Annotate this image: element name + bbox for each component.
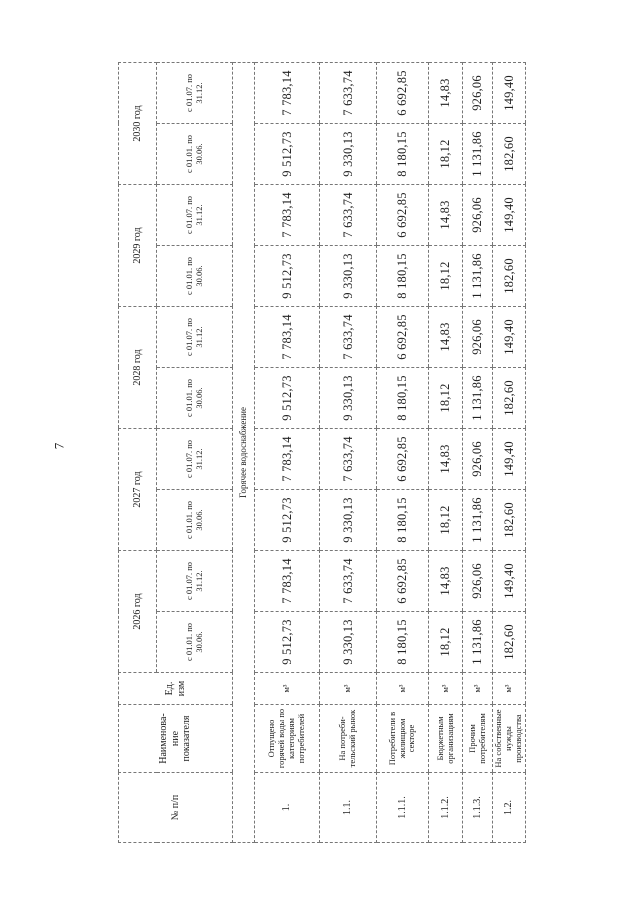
value-cell: 149,40 <box>493 307 526 368</box>
row-code: 1. <box>255 773 320 843</box>
value-cell: 1 131,86 <box>463 246 493 307</box>
row-name: Прочим потребителям <box>463 705 493 773</box>
row-unit: м³ <box>377 673 429 705</box>
value-cell: 9 330,13 <box>320 368 377 429</box>
value-cell: 6 692,85 <box>377 429 429 490</box>
value-cell: 14,83 <box>429 63 463 124</box>
value-cell: 149,40 <box>493 551 526 612</box>
row-name: Потребители в жилищном секторе <box>377 705 429 773</box>
table-row <box>377 63 429 843</box>
row-name: Отпущено горячей воды по категориям потребителей <box>255 705 320 773</box>
value-cell: 1 131,86 <box>463 368 493 429</box>
value-cell: 7 633,74 <box>320 185 377 246</box>
row-unit: м³ <box>429 673 463 705</box>
value-cell: 14,83 <box>429 551 463 612</box>
value-cell: 926,06 <box>463 185 493 246</box>
row-code: 1.2. <box>493 773 526 843</box>
value-cell: 14,83 <box>429 185 463 246</box>
water-supply-table <box>118 62 526 843</box>
value-cell: 18,12 <box>429 490 463 551</box>
value-cell: 182,60 <box>493 612 526 673</box>
value-cell: 8 180,15 <box>377 246 429 307</box>
value-cell: 8 180,15 <box>377 124 429 185</box>
value-cell: 6 692,85 <box>377 551 429 612</box>
value-cell: 8 180,15 <box>377 612 429 673</box>
col-header-name: Наименова-ние показателя <box>119 705 233 773</box>
value-cell: 149,40 <box>493 429 526 490</box>
period-header: с 01.07. по 31.12. <box>157 185 233 246</box>
value-cell: 149,40 <box>493 63 526 124</box>
value-cell: 7 783,14 <box>255 551 320 612</box>
period-header: с 01.07. по 31.12. <box>157 429 233 490</box>
value-cell: 18,12 <box>429 246 463 307</box>
col-header-unit: Ед. изм <box>119 673 233 705</box>
value-cell: 9 512,73 <box>255 246 320 307</box>
value-cell: 6 692,85 <box>377 63 429 124</box>
value-cell: 18,12 <box>429 368 463 429</box>
row-unit: м³ <box>255 673 320 705</box>
rotated-table-container <box>118 63 525 843</box>
value-cell: 9 512,73 <box>255 612 320 673</box>
table-row <box>320 63 377 843</box>
row-unit: м³ <box>493 673 526 705</box>
year-header: 2026 год <box>119 551 157 673</box>
row-unit: м³ <box>463 673 493 705</box>
value-cell: 8 180,15 <box>377 368 429 429</box>
year-header: 2030 год <box>119 63 157 185</box>
row-code: 1.1.3. <box>463 773 493 843</box>
value-cell: 18,12 <box>429 612 463 673</box>
period-header: с 01.01. по 30.06. <box>157 612 233 673</box>
value-cell: 9 330,13 <box>320 490 377 551</box>
row-code: 1.1.1. <box>377 773 429 843</box>
value-cell: 7 633,74 <box>320 63 377 124</box>
period-header: с 01.01. по 30.06. <box>157 124 233 185</box>
year-header: 2027 год <box>119 429 157 551</box>
value-cell: 7 783,14 <box>255 429 320 490</box>
header-row-years <box>119 63 157 843</box>
value-cell: 7 783,14 <box>255 307 320 368</box>
value-cell: 182,60 <box>493 368 526 429</box>
value-cell: 7 633,74 <box>320 307 377 368</box>
section-title: Горячее водоснабжение <box>233 63 255 843</box>
value-cell: 1 131,86 <box>463 490 493 551</box>
value-cell: 9 330,13 <box>320 612 377 673</box>
value-cell: 182,60 <box>493 490 526 551</box>
value-cell: 182,60 <box>493 246 526 307</box>
table-row <box>463 63 493 843</box>
period-header: с 01.01. по 30.06. <box>157 490 233 551</box>
table-row <box>493 63 526 843</box>
value-cell: 6 692,85 <box>377 185 429 246</box>
value-cell: 8 180,15 <box>377 490 429 551</box>
period-header: с 01.07. по 31.12. <box>157 551 233 612</box>
section-row <box>233 63 255 843</box>
value-cell: 6 692,85 <box>377 307 429 368</box>
value-cell: 1 131,86 <box>463 124 493 185</box>
value-cell: 926,06 <box>463 63 493 124</box>
value-cell: 9 512,73 <box>255 368 320 429</box>
period-header: с 01.07. по 31.12. <box>157 63 233 124</box>
value-cell: 9 512,73 <box>255 490 320 551</box>
row-code: 1.1.2. <box>429 773 463 843</box>
value-cell: 926,06 <box>463 307 493 368</box>
value-cell: 926,06 <box>463 429 493 490</box>
year-header: 2029 год <box>119 185 157 307</box>
period-header: с 01.01. по 30.06. <box>157 368 233 429</box>
value-cell: 7 633,74 <box>320 551 377 612</box>
value-cell: 182,60 <box>493 124 526 185</box>
row-name: На потреби-тельский рынок <box>320 705 377 773</box>
col-header-row-no: № п/п <box>119 773 233 843</box>
row-name: На собственные нужды производства <box>493 705 526 773</box>
value-cell: 9 330,13 <box>320 124 377 185</box>
value-cell: 18,12 <box>429 124 463 185</box>
year-header: 2028 год <box>119 307 157 429</box>
table-row <box>255 63 320 843</box>
value-cell: 926,06 <box>463 551 493 612</box>
value-cell: 14,83 <box>429 429 463 490</box>
period-header: с 01.01. по 30.06. <box>157 246 233 307</box>
row-code: 1.1. <box>320 773 377 843</box>
value-cell: 9 330,13 <box>320 246 377 307</box>
value-cell: 7 633,74 <box>320 429 377 490</box>
value-cell: 9 512,73 <box>255 124 320 185</box>
value-cell: 7 783,14 <box>255 185 320 246</box>
row-unit: м³ <box>320 673 377 705</box>
value-cell: 7 783,14 <box>255 63 320 124</box>
table-row <box>429 63 463 843</box>
value-cell: 14,83 <box>429 307 463 368</box>
page-number: 7 <box>51 442 67 450</box>
period-header: с 01.07. по 31.12. <box>157 307 233 368</box>
row-name: Бюджетным организациям <box>429 705 463 773</box>
value-cell: 1 131,86 <box>463 612 493 673</box>
value-cell: 149,40 <box>493 185 526 246</box>
